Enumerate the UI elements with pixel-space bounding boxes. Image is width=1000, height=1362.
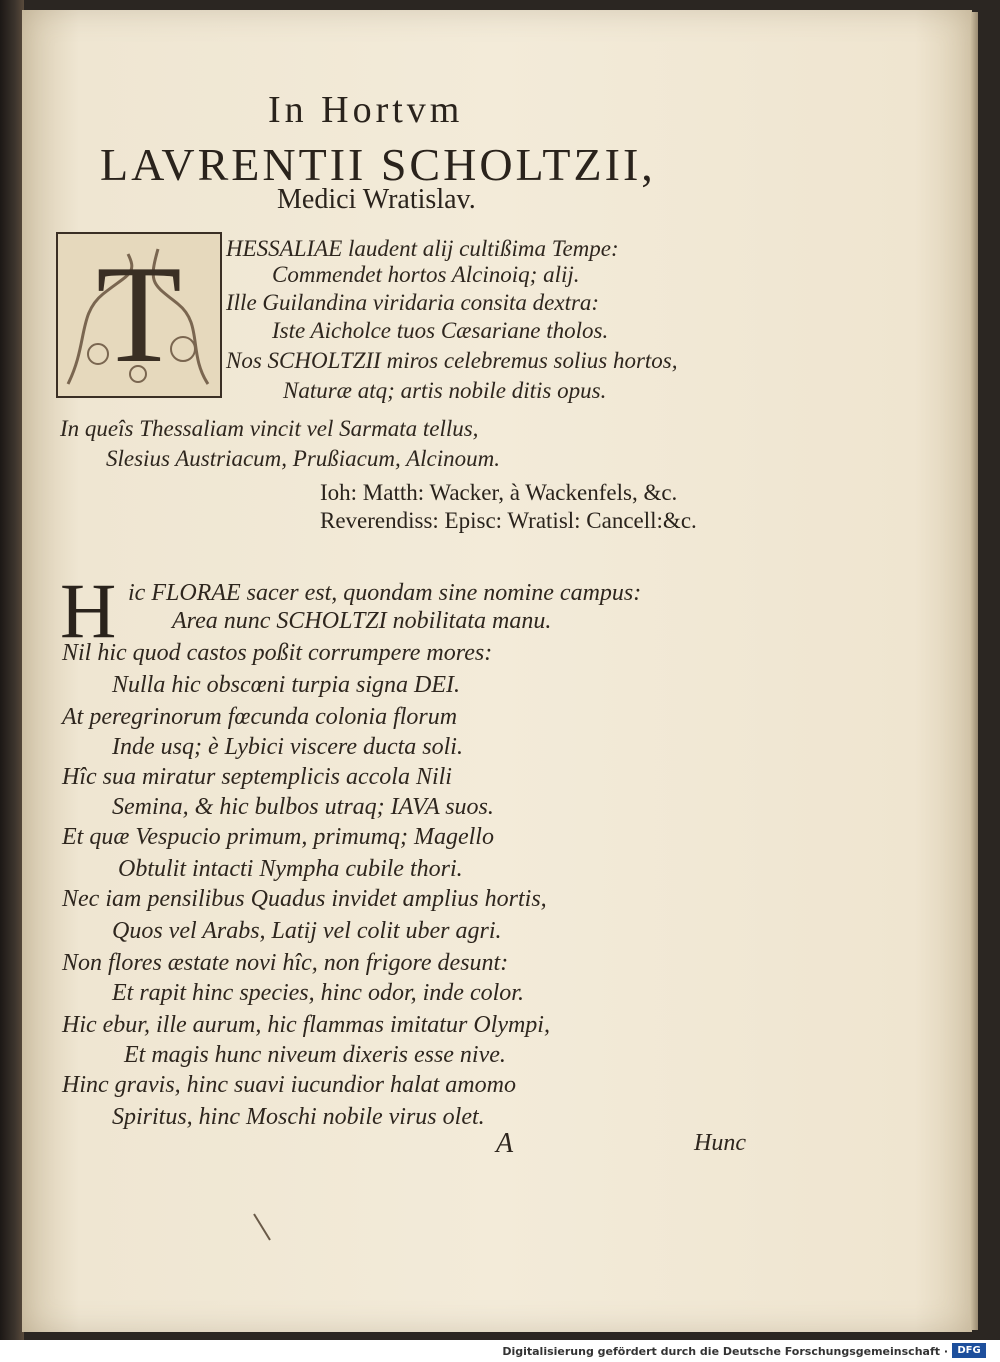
book-spine	[0, 0, 24, 1340]
catchword: Hunc	[694, 1130, 746, 1156]
ink-mark-icon	[250, 1212, 274, 1242]
title-line-2: LAVRENTII SCHOLTZII,	[100, 139, 656, 190]
poem1-line: In queîs Thessaliam vincit vel Sarmata tellus,	[60, 416, 479, 441]
signature-line-1: Ioh: Matth: Wacker, à Wackenfels, &c.	[320, 480, 678, 505]
poem2-line: Et magis hunc niveum dixeris esse nive.	[124, 1042, 506, 1068]
poem2-line: Nulla hic obscœni turpia signa DEI.	[112, 672, 460, 698]
poem2-line: Inde usq; è Lybici viscere ducta soli.	[112, 734, 463, 760]
poem2-line: Hîc sua miratur septemplicis accola Nili	[62, 764, 452, 790]
poem2-line: Spiritus, hinc Moschi nobile virus olet.	[112, 1104, 485, 1130]
signature-mark: A	[496, 1128, 514, 1159]
poem2-line: Hic ebur, ille aurum, hic flammas imitatur Olympi,	[62, 1012, 550, 1038]
title-line-3: Medici Wratislav.	[277, 184, 476, 215]
poem2-line: At peregrinorum fœcunda colonia florum	[62, 704, 458, 730]
ornamental-initial	[56, 232, 222, 398]
poem2-line: Semina, & hic bulbos utraq; IAVA suos.	[112, 794, 494, 820]
poem1-line: Naturæ atq; artis nobile ditis opus.	[283, 378, 607, 403]
poem2-line: Quos vel Arabs, Latij vel colit uber agri.	[112, 918, 502, 944]
poem1-line: Nos SCHOLTZII miros celebremus solius hortos,	[226, 348, 678, 373]
poem1-line: Iste Aicholce tuos Cæsariane tholos.	[272, 318, 609, 343]
poem2-line: Et rapit hinc species, hinc odor, inde color.	[112, 980, 524, 1006]
poem2-line: Nec iam pensilibus Quadus invidet amplius hortis,	[62, 886, 547, 912]
poem2-line: Non flores æstate novi hîc, non frigore desunt:	[62, 950, 509, 976]
dfg-logo: DFG	[952, 1343, 986, 1358]
signature-line-2: Reverendiss: Episc: Wratisl: Cancell:&c.	[320, 508, 697, 533]
poem2-line: Et quæ Vespucio primum, primumq; Magello	[62, 824, 494, 850]
poem2-line: ic FLORAE sacer est, quondam sine nomine campus:	[128, 580, 642, 606]
poem2-line: Area nunc SCHOLTZI nobilitata manu.	[172, 608, 552, 634]
poem2-line: Obtulit intacti Nympha cubile thori.	[118, 856, 463, 882]
poem1-line: Ille Guilandina viridaria consita dextra:	[226, 290, 600, 315]
footer-credit: Digitalisierung gefördert durch die Deutsche Forschungsgemeinschaft ·	[502, 1345, 948, 1358]
title-line-1: In Hortvm	[268, 89, 464, 131]
drop-cap-letter: T	[96, 237, 182, 392]
poem1-line: Slesius Austriacum, Prußiacum, Alcinoum.	[106, 446, 500, 471]
poem2-line: Hinc gravis, hinc suavi iucundior halat amomo	[62, 1072, 516, 1098]
poem1-line: HESSALIAE laudent alij cultißima Tempe:	[226, 236, 619, 261]
poem2-line: Nil hic quod castos poßit corrumpere mores:	[62, 640, 493, 666]
poem1-line: Commendet hortos Alcinoiq; alij.	[272, 262, 580, 287]
initial-capital: H	[60, 567, 117, 654]
page-edge	[970, 12, 978, 1330]
